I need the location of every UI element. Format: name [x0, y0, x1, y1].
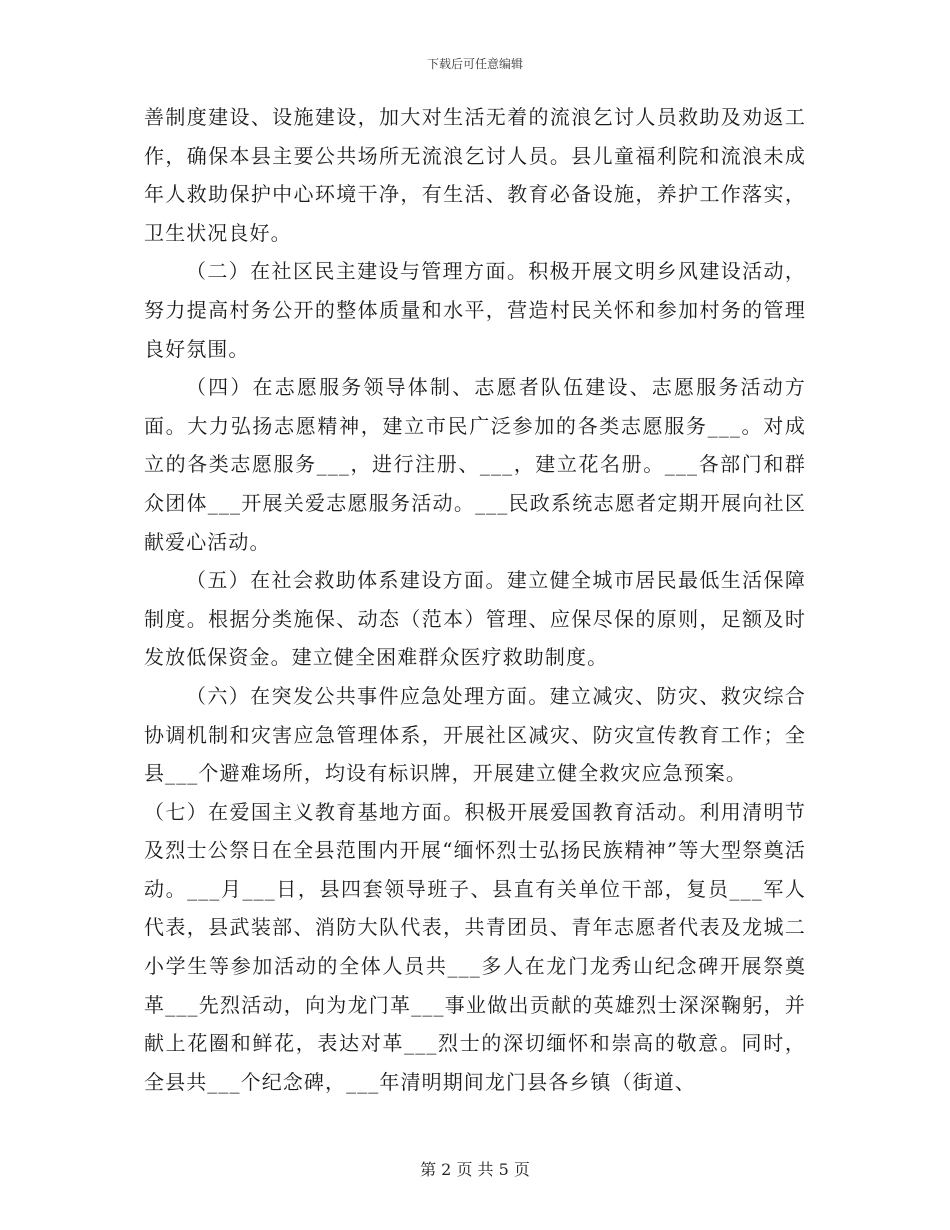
paragraph-continued: 善制度建设、设施建设，加大对生活无着的流浪乞讨人员救助及劝返工作，确保本县主要公共场所无流浪乞讨人员。县儿童福利院和流浪未成年人救助保护中心环境干净，有生活、教育必备设施，养护工作落实，卫生状况良好。	[144, 105, 806, 245]
paragraph-section-2: （二）在社区民主建设与管理方面。积极开展文明乡风建设活动，努力提高村务公开的整体质量和水平，营造村民关怀和参加村务的管理良好氛围。	[144, 259, 806, 361]
paragraph-section-7: （七）在爱国主义教育基地方面。积极开展爱国教育活动。利用清明节及烈士公祭日在全县范围内开展“缅怀烈士弘扬民族精神”等大型祭奠活动。___月___日，县四套领导班子、县直有关单位干部，复员___军人代表，县武装部、消防大队代表，共青团员、青年志愿者代表及龙城二小学生等参加活动的全体人员共___多人在龙门龙秀山纪念碑开展祭奠革___先烈活动，向为龙门革___事业做出贡献的英雄烈士深深鞠躬，并献上花圈和鲜花，表达对革___烈士的深切缅怀和崇高的敬意。同时，全县共___个纪念碑，___年清明期间龙门县各乡镇（街道、	[144, 799, 806, 1094]
paragraph-section-6: （六）在突发公共事件应急处理方面。建立减灾、防灾、救灾综合协调机制和灾害应急管理体系，开展社区减灾、防灾宣传教育工作；全县___个避难场所，均设有标识牌，开展建立健全救灾应急预案。	[144, 683, 806, 786]
document-body	[144, 98, 806, 1101]
page-footer: 第 2 页 共 5 页	[420, 1160, 530, 1179]
paragraph-section-4: （四）在志愿服务领导体制、志愿者队伍建设、志愿服务活动方面。大力弘扬志愿精神，建立市民广泛参加的各类志愿服务___。对成立的各类志愿服务___，进行注册、___，建立花名册。___各部门和群众团体___开展关爱志愿服务活动。___民政系统志愿者定期开展向社区献爱心活动。	[144, 375, 806, 554]
paragraph-section-5: （五）在社会救助体系建设方面。建立健全城市居民最低生活保障制度。根据分类施保、动态（范本）管理、应保尽保的原则，足额及时发放低保资金。建立健全困难群众医疗救助制度。	[144, 568, 806, 670]
page-header: 下载后可任意编辑	[426, 57, 523, 71]
